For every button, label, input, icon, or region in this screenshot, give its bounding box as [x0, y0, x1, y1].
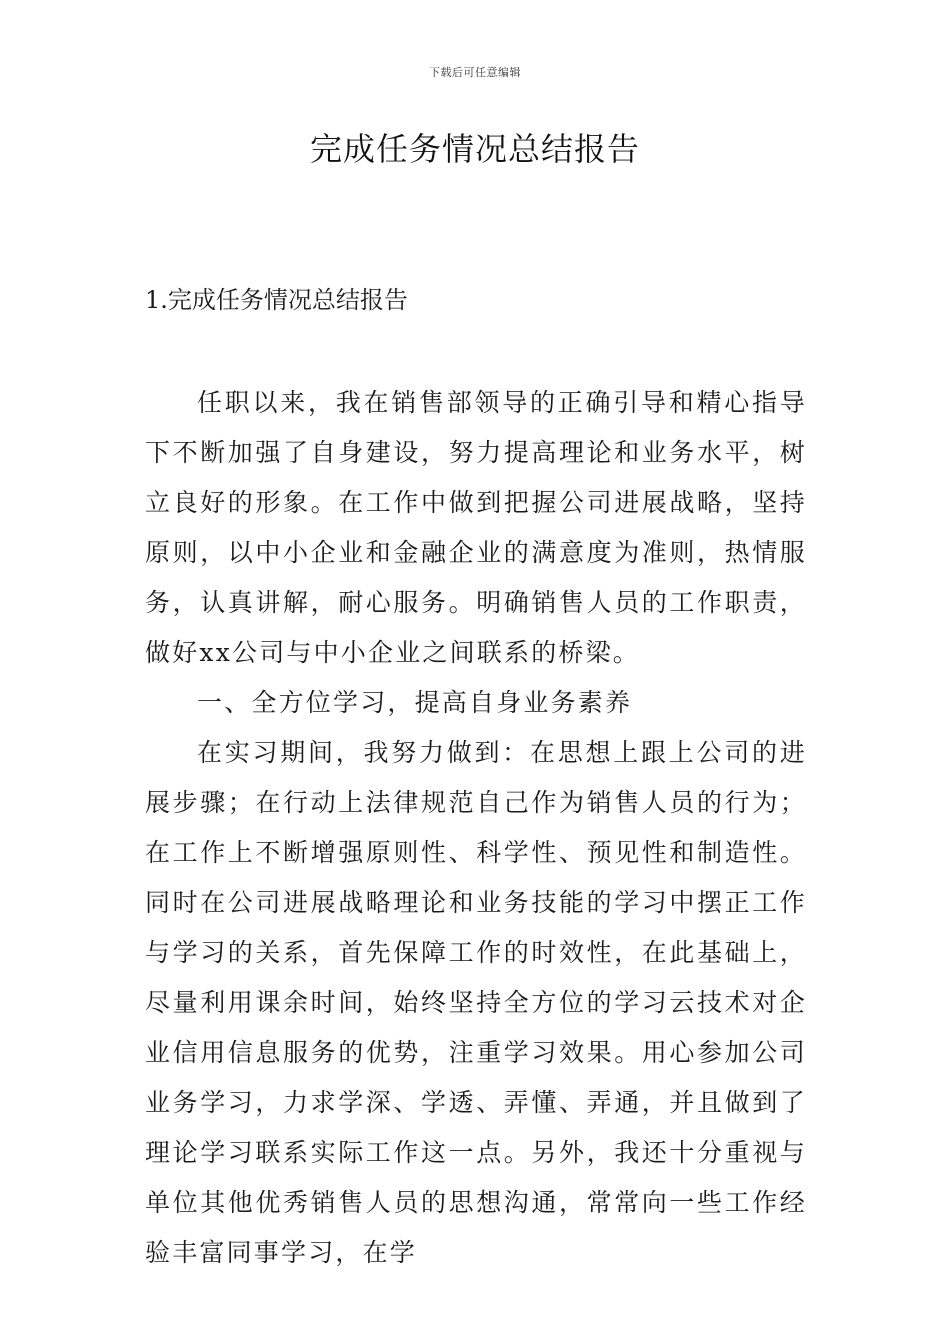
document-title: 完成任务情况总结报告 [309, 130, 640, 168]
section-heading: 1.完成任务情况总结报告 [145, 286, 408, 314]
document-body [145, 378, 807, 1278]
body-paragraph: 任职以来，我在销售部领导的正确引导和精心指导下不断加强了自身建设，努力提高理论和业务水平，树立良好的形象。在工作中做到把握公司进展战略，坚持原则，以中小企业和金融企业的满意度为准则，热情服务，认真讲解，耐心服务。明确销售人员的工作职责，做好xx公司与中小企业之间联系的桥梁。 [145, 388, 807, 667]
body-paragraph: 在实习期间，我努力做到：在思想上跟上公司的进展步骤；在行动上法律规范自己作为销售人员的行为；在工作上不断增强原则性、科学性、预见性和制造性。同时在公司进展战略理论和业务技能的学习中摆正工作与学习的关系，首先保障工作的时效性，在此基础上，尽量利用课余时间，始终坚持全方位的学习云技术对企业信用信息服务的优势，注重学习效果。用心参加公司业务学习，力求学深、学透、弄懂、弄通，并且做到了理论学习联系实际工作这一点。另外，我还十分重视与单位其他优秀销售人员的思想沟通，常常向一些工作经验丰富同事学习，在学 [145, 738, 807, 1267]
page-header-note: 下载后可任意编辑 [429, 66, 521, 79]
subsection-heading: 一、全方位学习，提高自身业务素养 [197, 688, 633, 717]
